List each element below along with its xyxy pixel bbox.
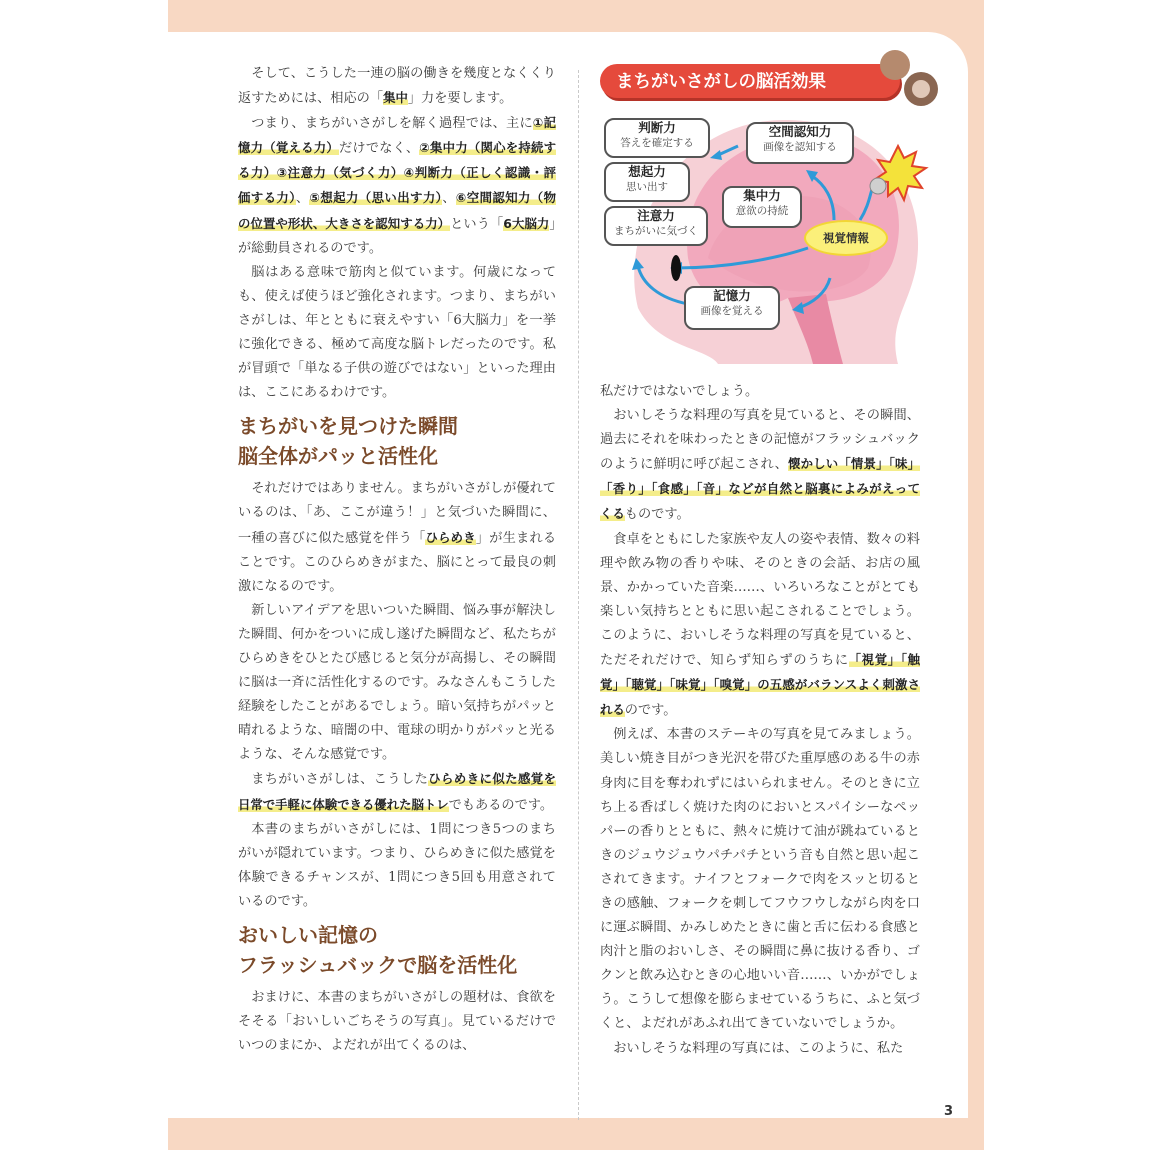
page-number: 3: [944, 1104, 954, 1119]
paragraph: 本書のまちがいさがしには、1問につき5つのまちがいが隠れています。つまり、ひらめきに似た感覚を体験できるチャンスが、1問につき5回も用意されているのです。: [238, 821, 556, 909]
paragraph: おまけに、本書のまちがいさがしの題材は、食欲をそそる「おいしいごちそうの写真」。見ているだけでいつのまにか、よだれが出てくるのは、: [238, 990, 556, 1054]
paragraph: 食卓をともにした家族や友人の姿や表情、数々の料理や飲み物の香りや味、そのときの会話、お店の風景、かかっていた音楽……、いろいろなことがとても楽しい気持ちとともに思い起こされることでしょう。このように、おいしそうな料理の写真を見ていると、ただそれだけで、知らず知らずのうちに「視覚」「触覚」「聴覚」「味覚」「嗅覚」の五感がバランスよく刺激されるのです。: [600, 531, 920, 719]
paragraph: おいしそうな料理の写真には、このように、私た: [613, 1040, 904, 1056]
right-column: [600, 380, 920, 1061]
memory-box: 記憶力 画像を覚える: [684, 286, 780, 330]
paragraph: おいしそうな料理の写真を見ていると、その瞬間、過去にそれを味わったときの記憶がフラッシュバックのように鮮明に呼び起こされ、懐かしい「情景」「味」「香り」「食感」「音」などが自然と脳裏によみがえってくるものです。: [600, 408, 920, 523]
paragraph: 新しいアイデアを思いついた瞬間、悩み事が解決した瞬間、何かをついに成し遂げた瞬間など、私たちがひらめきをひとたび感じると気分が高揚し、その瞬間に脳は一斉に活性化するのです。みなさんもこうした経験をしたことがあるでしょう。暗い気持ちがパッと晴れるような、暗闇の中、電球の明かりがパッと光るような、そんな感覚です。: [238, 602, 556, 763]
paragraph: 私だけではないでしょう。: [600, 384, 759, 399]
brain-diagram: [598, 108, 934, 364]
paragraph: つまり、まちがいさがしを解く過程では、主に①記憶力（覚える力）だけでなく、②集中力（関心を持続する力）③注意力（気づく力）④判断力（正しく認識・評価する力）、⑤想起力（思い出す力）、⑥空間認知力（物の位置や形状、大きさを認知する力）という「6大脳力」が総動員されるのです。: [238, 115, 557, 256]
decorative-dot-icon: [912, 80, 930, 98]
column-divider: [578, 70, 579, 1120]
focus-box: 集中力 意欲の持続: [722, 186, 802, 228]
section-heading: おいしい記憶の フラッシュバックで脳を活性化: [238, 923, 518, 977]
attention-box: 注意力 まちがいに気づく: [604, 206, 708, 246]
paragraph: 例えば、本書のステーキの写真を見てみましょう。美しい焼き目がつき光沢を帯びた重厚感のある牛の赤身肉に目を奪われずにはいられません。そのときに立ち上る香ばしく焼けた肉のにおいとスパイシーなペッパーの香りとともに、熱々に焼けて油が跳ねているときのジュウジュウパチパチという音も自然と思い起こされてきます。ナイフとフォークで肉をスッと切るときの感触、フォークを刺してフウフウしながら肉を口に運ぶ瞬間、かみしめたときに歯と舌に伝わる食感と肉汁と脂のおいしさ、その瞬間に鼻に抜ける香り、ゴクンと飲み込むときの心地いい音……、いかがでしょう。こうして想像を膨らませているうちに、ふと気づくと、よだれがあふれ出てきていないでしょうか。: [600, 727, 920, 1032]
recall-box: 想起力 思い出す: [604, 162, 690, 202]
figure-title-banner: まちがいさがしの脳活効果: [600, 64, 900, 98]
section-heading: まちがいを見つけた瞬間 脳全体がパッと活性化: [238, 414, 458, 469]
paragraph: それだけではありません。まちがいさがしが優れているのは、「あ、ここが違う！」と気づいた瞬間に、一種の喜びに似た感覚を伴う「ひらめき」が生まれることです。このひらめきがまた、脳にとって最良の刺激になるのです。: [238, 481, 557, 594]
paragraph: そして、こうした一連の脳の働きを幾度となくくり返すためには、相応の「集中」力を要します。: [238, 66, 556, 107]
paragraph: 脳はある意味で筋肉と似ています。何歳になっても、使えば使うほど強化されます。つまり、まちがいさがしは、年とともに衰えやすい「6大脳力」を一挙に強化できる、極めて高度な脳トレだったのです。私が冒頭で「単なる子供の遊びではない」といった理由は、ここにあるわけです。: [238, 264, 556, 401]
decorative-dot-icon: [880, 50, 910, 80]
judgment-box: 判断力 答えを確定する: [604, 118, 710, 158]
left-column: [238, 62, 556, 1058]
visual-info-ellipse: 視覚情報: [804, 220, 888, 256]
spatial-box: 空間認知力 画像を認知する: [746, 122, 854, 164]
paragraph: まちがいさがしは、こうしたひらめきに似た感覚を日常で手軽に体験できる優れた脳トレでもあるのです。: [238, 771, 557, 813]
